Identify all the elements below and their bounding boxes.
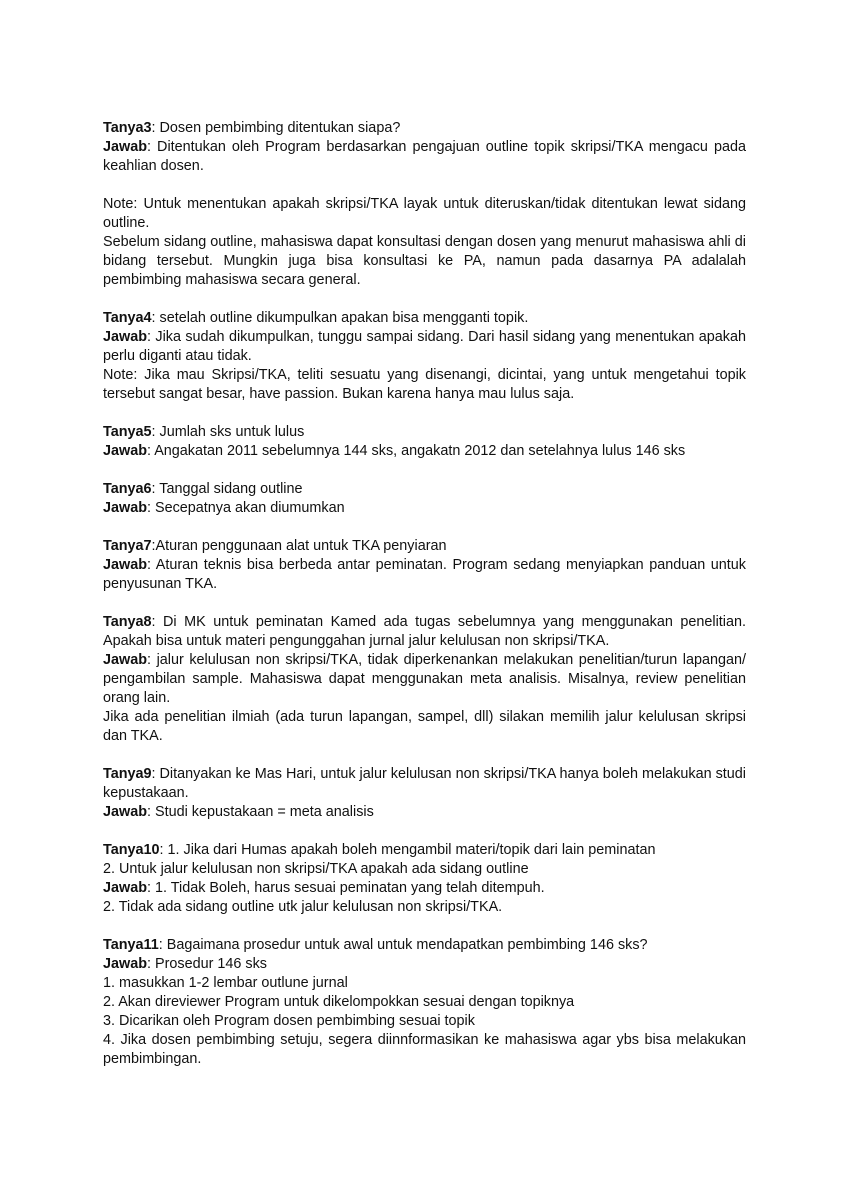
question-text: :Aturan penggunaan alat untuk TKA penyiaran — [151, 538, 447, 554]
question-label: Tanya4 — [103, 310, 152, 326]
answer-text: : Secepatnya akan diumumkan — [147, 500, 345, 516]
answer-10-line2: 2. Tidak ada sidang outline utk jalur kelulusan non skripsi/TKA. — [103, 899, 503, 915]
question-text: : 1. Jika dari Humas apakah boleh mengambil materi/topik dari lain peminatan — [159, 842, 656, 858]
answer-6 — [103, 499, 746, 518]
question-label: Tanya9 — [103, 766, 152, 782]
answer-label: Jawab — [103, 956, 147, 972]
question-label: Tanya6 — [103, 481, 152, 497]
question-label: Tanya5 — [103, 424, 152, 440]
answer-label: Jawab — [103, 557, 147, 573]
answer-label: Jawab — [103, 139, 147, 155]
question-label: Tanya7 — [103, 538, 152, 554]
note-4: Note: Jika mau Skripsi/TKA, teliti sesuatu yang disenangi, dicintai, yang untuk mengetahui topik tersebut sangat besar, have passion. Bukan karena hanya mau lulus saja. — [103, 367, 746, 402]
answer-text: : Prosedur 146 sks — [147, 956, 267, 972]
answer-text: : jalur kelulusan non skripsi/TKA, tidak diperkenankan melakukan penelitian/turun lapangan/ pengambilan sample. Mahasiswa dapat menggunakan meta analisis. Misalnya, review penelitian orang lain. — [103, 652, 746, 706]
answer-9 — [103, 803, 746, 822]
answer-text: : Jika sudah dikumpulkan, tunggu sampai sidang. Dari hasil sidang yang menentukan apakah perlu diganti atau tidak. — [103, 329, 746, 364]
answer-text: : Angakatan 2011 sebelumnya 144 sks, angakatn 2012 dan setelahnya lulus 146 sks — [147, 443, 686, 459]
question-10 — [103, 841, 746, 860]
question-3 — [103, 119, 746, 138]
question-8 — [103, 613, 746, 651]
answer-10 — [103, 879, 746, 898]
note-3b: Sebelum sidang outline, mahasiswa dapat konsultasi dengan dosen yang menurut mahasiswa ahli di bidang tersebut. Mungkin juga bisa konsultasi ke PA, namun pada dasarnya PA adalalah pembimbing mahasiswa secara general. — [103, 234, 746, 288]
procedure-step-1: 1. masukkan 1-2 lembar outlune jurnal — [103, 975, 348, 991]
answer-3 — [103, 138, 746, 176]
answer-text: : Aturan teknis bisa berbeda antar peminatan. Program sedang menyiapkan panduan untuk penyusunan TKA. — [103, 557, 746, 592]
question-10-line2: 2. Untuk jalur kelulusan non skripsi/TKA apakah ada sidang outline — [103, 861, 529, 877]
question-text: : Ditanyakan ke Mas Hari, untuk jalur kelulusan non skripsi/TKA hanya boleh melakukan studi kepustakaan. — [103, 766, 746, 801]
procedure-step-2: 2. Akan direviewer Program untuk dikelompokkan sesuai dengan topiknya — [103, 994, 575, 1010]
question-9 — [103, 765, 746, 803]
document-body — [103, 119, 746, 1069]
question-text: : setelah outline dikumpulkan apakan bisa mengganti topik. — [151, 310, 529, 326]
question-text: : Di MK untuk peminatan Kamed ada tugas sebelumnya yang menggunakan penelitian. Apakah bisa untuk materi pengunggahan jurnal jalur kelulusan non skripsi/TKA. — [103, 614, 746, 649]
question-6 — [103, 480, 746, 499]
question-text: : Jumlah sks untuk lulus — [151, 424, 305, 440]
answer-label: Jawab — [103, 443, 147, 459]
question-7 — [103, 537, 746, 556]
answer-7 — [103, 556, 746, 594]
answer-label: Jawab — [103, 500, 147, 516]
question-label: Tanya8 — [103, 614, 152, 630]
answer-4 — [103, 328, 746, 366]
answer-label: Jawab — [103, 804, 147, 820]
answer-11 — [103, 955, 746, 974]
question-label: Tanya10 — [103, 842, 160, 858]
procedure-step-4: 4. Jika dosen pembimbing setuju, segera diinnformasikan ke mahasiswa agar ybs bisa melakukan pembimbingan. — [103, 1032, 746, 1067]
question-text: : Tanggal sidang outline — [151, 481, 303, 497]
answer-5 — [103, 442, 746, 461]
answer-text: : Studi kepustakaan = meta analisis — [147, 804, 374, 820]
question-label: Tanya11 — [103, 937, 159, 953]
question-label: Tanya3 — [103, 120, 152, 136]
answer-8-extra: Jika ada penelitian ilmiah (ada turun lapangan, sampel, dll) silakan memilih jalur kelulusan skripsi dan TKA. — [103, 709, 746, 744]
answer-text: : 1. Tidak Boleh, harus sesuai peminatan yang telah ditempuh. — [147, 880, 545, 896]
note-3a: Note: Untuk menentukan apakah skripsi/TKA layak untuk diteruskan/tidak ditentukan lewat sidang outline. — [103, 196, 746, 231]
answer-label: Jawab — [103, 329, 147, 345]
question-4 — [103, 309, 746, 328]
answer-label: Jawab — [103, 652, 147, 668]
question-5 — [103, 423, 746, 442]
answer-8 — [103, 651, 746, 708]
question-text: : Dosen pembimbing ditentukan siapa? — [151, 120, 401, 136]
procedure-step-3: 3. Dicarikan oleh Program dosen pembimbing sesuai topik — [103, 1013, 475, 1029]
question-11 — [103, 936, 746, 955]
answer-text: : Ditentukan oleh Program berdasarkan pengajuan outline topik skripsi/TKA mengacu pada keahlian dosen. — [103, 139, 746, 174]
question-text: : Bagaimana prosedur untuk awal untuk mendapatkan pembimbing 146 sks? — [158, 937, 648, 953]
answer-label: Jawab — [103, 880, 147, 896]
